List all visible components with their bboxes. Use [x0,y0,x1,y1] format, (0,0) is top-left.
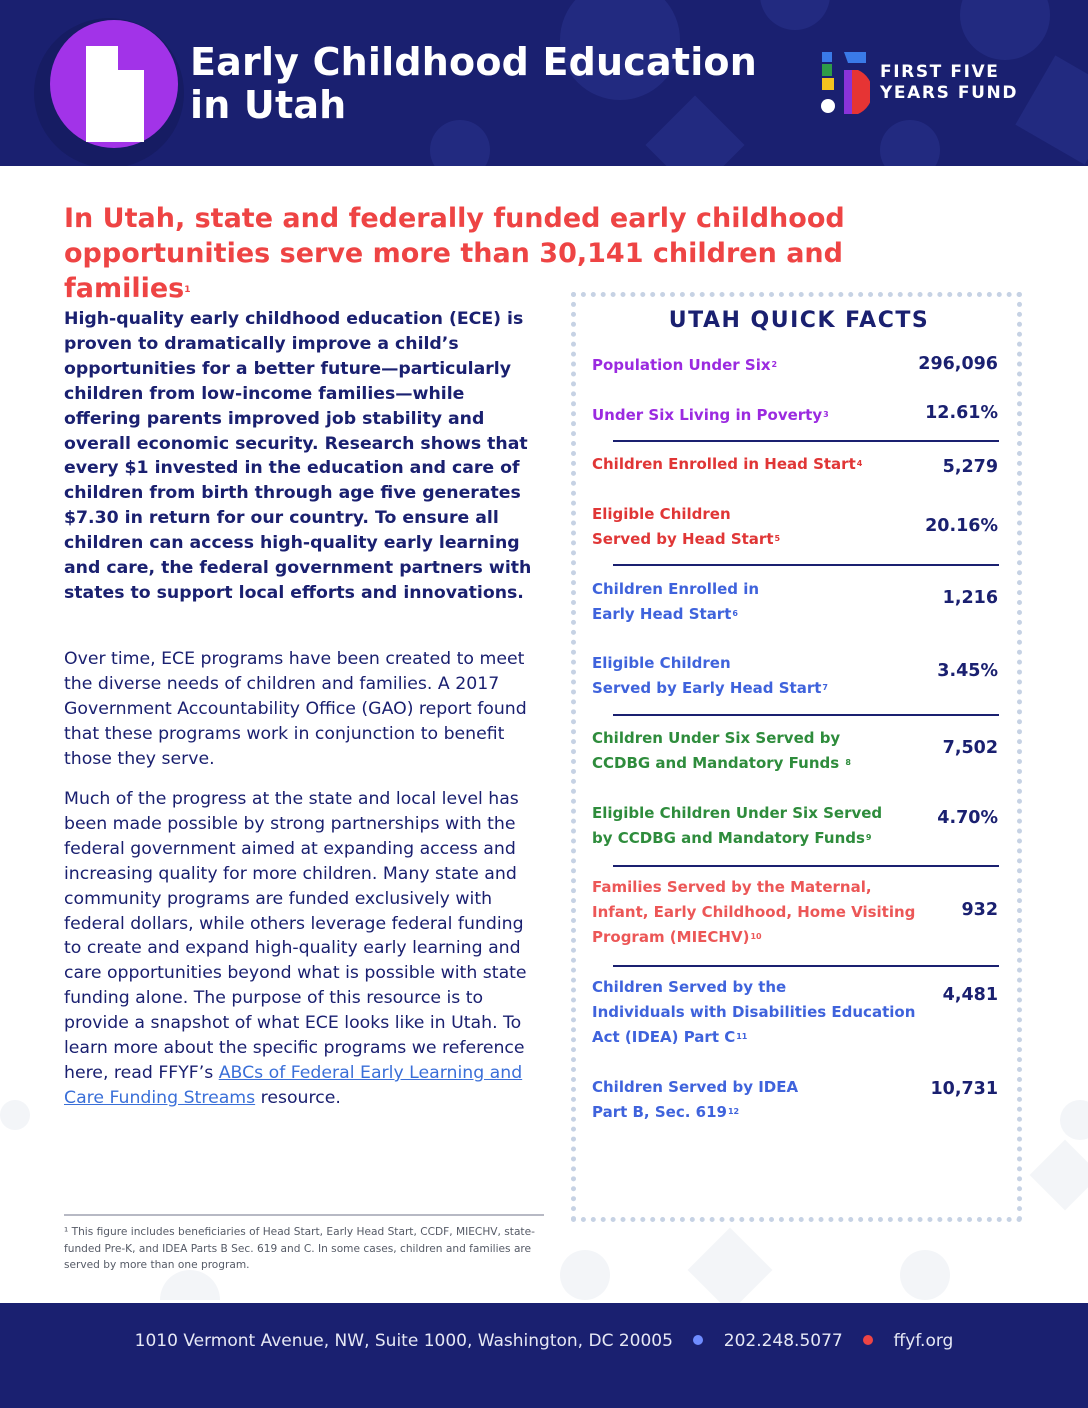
fact-label-line: Children Served by IDEA [592,1078,799,1096]
body-paragraph-3 [64,787,540,1111]
decorative-shape [160,1270,220,1300]
decorative-shape [1015,55,1088,164]
fact-label-idea-part-b [592,1075,932,1125]
abcs-funding-streams-link[interactable]: ABCs of Federal Early Learning and Care Funding Streams [64,1062,523,1108]
fact-label-line: by CCDBG and Mandatory Funds$^9$ [592,829,872,847]
headline-line1: In Utah, state and federally funded early childhood [64,203,845,234]
page-title-line1: Early Childhood Education [190,40,757,84]
fact-footnote-marker: 9 [865,833,872,842]
fact-label-line: Children Under Six Served by [592,729,841,747]
logo-text-line2: YEARS FUND [880,83,1019,103]
logo-text-line1: FIRST FIVE [880,62,1000,82]
fact-label-line: Children Enrolled in Head Start [592,455,856,473]
fact-label-line: Infant, Early Childhood, Home Visiting [592,903,916,921]
body-paragraph-3-text: Much of the progress at the state and local level has been made possible by strong partnerships with the federal government aimed at expanding access and increasing quality for more children. Many state and community programs are funded exclusively with federal dollars, while others leverage federal funding to create and expand high-quality early learning and care opportunities beyond what is possible with state funding alone. The purpose of this resource is to provide a snapshot of what ECE looks like in Utah. To learn more about the specific programs we reference here, read FFYF’s [64,789,527,1083]
fact-label-line: Children Enrolled in [592,580,760,598]
fact-label-ccdbg-served [592,726,932,776]
footer-bar [0,1303,1088,1408]
decorative-shape [560,1250,610,1300]
intro-paragraph: High-quality early childhood education (ECE) is proven to dramatically improve a child’s opportunities for a better future—particularly children from low-income families—while offering parents improved job stability and overall economic security. Research shows that every $1 invested in the education and care of children from birth through age five generates $7.30 in return for our country. To ensure all children can access high-quality early learning and care, the federal government partners with states to support local efforts and innovations. [64,309,532,603]
fact-footnote-marker: 8 [845,758,851,767]
footnote-marker: 1 [184,285,191,295]
decorative-shape [900,1250,950,1300]
quick-facts-title: UTAH QUICK FACTS [668,308,930,333]
fact-label-idea-part-c [592,975,932,1050]
state-badge [50,20,178,148]
fact-label-line: Early Head Start$^6$ [592,605,738,623]
fact-value-idea-part-c: 4,481 [942,985,998,1005]
footnote-divider [64,1214,544,1216]
fact-label-line: CCDBG and Mandatory Funds $^8$ [592,754,851,772]
body-paragraph-3-end: resource. [255,1087,341,1108]
decorative-shape [1030,1140,1088,1211]
bullet-dot-icon [863,1335,873,1345]
fact-label-line: Families Served by the Maternal, [592,878,872,896]
fact-label-line: Program (MIECHV)$^{10}$ [592,928,762,946]
fact-label-miechv [592,875,932,950]
fact-value-head-start-eligible: 20.16% [925,516,998,536]
fact-divider [613,865,999,867]
bullet-dot-icon [693,1335,703,1345]
fact-value-ccdbg-served: 7,502 [942,738,998,758]
headline [64,201,964,306]
fact-divider [613,714,999,716]
fact-footnote-marker: 12 [727,1107,740,1116]
fact-label-line: Eligible Children [592,654,731,672]
fact-footnote-marker: 10 [750,932,762,941]
fact-label-line: Served by Head Start$^5$ [592,530,781,548]
decorative-shape [0,1100,30,1130]
fact-label-early-head-start-enrolled [592,577,932,627]
page-title-line2: in Utah [190,83,347,127]
headline-line2-text: opportunities serve more than 30,141 children and families [64,238,843,304]
fact-value-miechv: 932 [961,900,998,920]
fact-label-line: Under Six Living in Poverty [592,406,823,424]
fact-label-population-under-six [592,353,932,378]
header-banner [0,0,1088,166]
footer-phone: 202.248.5077 [723,1331,843,1351]
fact-label-line: Served by Early Head Start$^7$ [592,679,828,697]
fact-label-line: Act (IDEA) Part $C^{11}$ [592,1028,748,1046]
page-title [190,41,757,127]
fact-divider [613,440,999,442]
fact-label-line: Eligible Children [592,505,731,523]
decorative-shape [880,120,940,166]
fact-value-under-six-poverty: 12.61% [925,403,998,423]
fact-value-population-under-six: 296,096 [918,354,998,374]
footnote: ¹ This figure includes beneficiaries of Head Start, Early Head Start, CCDF, MIECHV, state-funded Pre-K, and IDEA Parts B Sec. 619 and C. In some cases, children and families are served by more than one program. [64,1226,535,1271]
fact-label-line: Eligible Children Under Six Served [592,804,883,822]
fact-label-line: Population Under Six [592,356,771,374]
fact-label-line: Part B, Sec. $619^{12}$ [592,1103,740,1121]
fact-footnote-marker: 5 [774,534,781,543]
decorative-shape [688,1228,773,1313]
decorative-shape [760,0,830,30]
fact-label-line: Children Served by the [592,978,787,996]
fact-value-early-head-start-enrolled: 1,216 [942,588,998,608]
fact-footnote-marker: 3 [823,410,829,419]
decorative-shape [960,0,1050,60]
utah-state-icon [84,46,146,142]
fact-divider [613,965,999,967]
logo-text [880,62,1018,104]
fact-footnote-marker: 4 [856,459,863,468]
body-paragraph-2: Over time, ECE programs have been created to meet the diverse needs of children and families. A 2017 Government Accountability Office (GAO) report found that these programs work in conjunction to benefit those they serve. [64,649,527,769]
fact-value-ccdbg-eligible: 4.70% [937,808,998,828]
fact-divider [613,564,999,566]
fact-label-line: Individuals with Disabilities Education [592,1003,916,1021]
fact-footnote-marker: 2 [771,360,778,369]
footer-contact [0,1330,1088,1352]
fact-label-early-head-start-eligible [592,651,932,701]
fact-label-under-six-poverty [592,403,932,428]
footer-address: 1010 Vermont Avenue, NW, Suite 1000, Washington, DC 20005 [134,1331,673,1351]
fact-footnote-marker: 6 [732,609,738,618]
first-five-years-fund-logo [818,50,870,116]
decorative-shape [1060,1100,1088,1140]
fact-label-head-start-enrolled [592,452,932,477]
fact-label-ccdbg-eligible [592,801,932,851]
fact-value-idea-part-b: 10,731 [930,1079,998,1099]
fact-value-early-head-start-eligible: 3.45% [937,661,998,681]
fact-footnote-marker: 11 [736,1032,748,1041]
fact-label-head-start-eligible [592,502,932,552]
footer-website[interactable]: ffyf.org [893,1331,954,1351]
fact-value-head-start-enrolled: 5,279 [942,457,998,477]
fact-footnote-marker: 7 [822,683,828,692]
